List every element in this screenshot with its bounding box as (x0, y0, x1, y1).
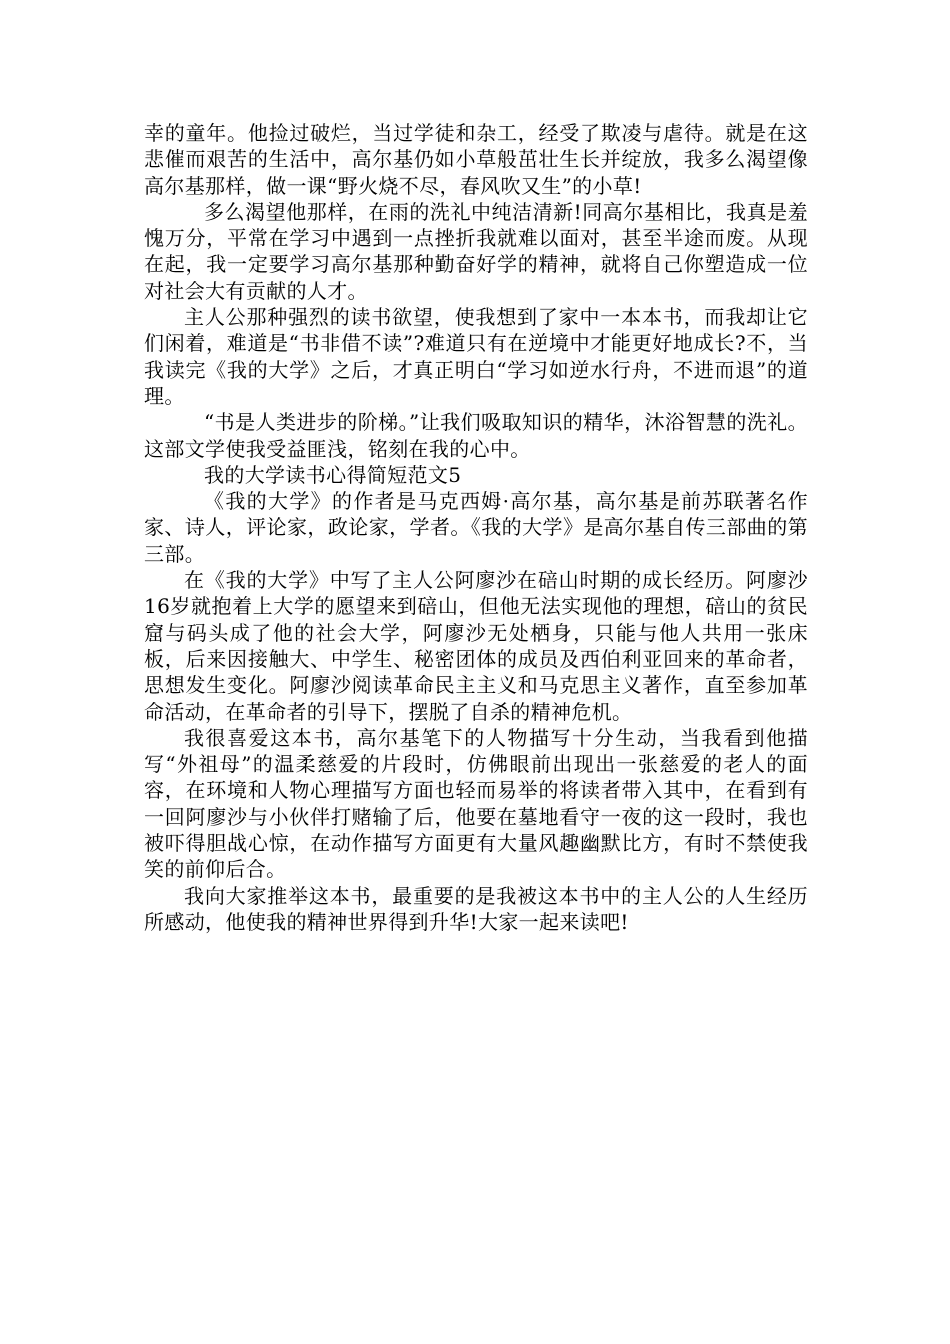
paragraph-7: 我很喜爱这本书，高尔基笔下的人物描写十分生动，当我看到他描写“外祖母”的温柔慈爱的片段时，仿佛眼前出现出一张慈爱的老人的面容，在环境和人物心理描写方面也轻而易举的将读者带入其中，在看到有一回阿廖沙与小伙伴打赌输了后，他要在墓地看守一夜的这一段时，我也被吓得胆战心惊，在动作描写方面更有大量风趣幽默比方，有时不禁使我笑的前仰后合。 (144, 725, 808, 882)
paragraph-1: 幸的童年。他捡过破烂，当过学徒和杂工，经受了欺凌与虐待。就是在这悲催而艰苦的生活中，高尔基仍如小草般茁壮生长并绽放，我多么渴望像高尔基那样，做一课“野火烧不尽，春风吹又生”的小草! (144, 121, 808, 198)
section-heading: 我的大学读书心得简短范文5 (204, 462, 462, 487)
paragraph-8: 我向大家推举这本书，最重要的是我被这本书中的主人公的人生经历所感动，他使我的精神世界得到升华!大家一起来读吧! (144, 883, 808, 934)
paragraph-4: “书是人类进步的阶梯。”让我们吸取知识的精华，沐浴智慧的洗礼。这部文学使我受益匪浅，铭刻在我的心中。 (144, 410, 808, 461)
paragraph-3: 主人公那种强烈的读书欲望，使我想到了家中一本本书，而我却让它们闲着，难道是“书非借不读”?难道只有在逆境中才能更好地成长?不，当我读完《我的大学》之后，才真正明白“学习如逆水行舟，不进而退”的道理。 (144, 305, 808, 408)
paragraph-5: 《我的大学》的作者是马克西姆·高尔基，高尔基是前苏联著名作家、诗人，评论家，政论家，学者。《我的大学》是高尔基自传三部曲的第三部。 (144, 489, 808, 566)
paragraph-2: 多么渴望他那样，在雨的洗礼中纯洁清新!同高尔基相比，我真是羞愧万分，平常在学习中遇到一点挫折我就难以面对，甚至半途而废。从现在起，我一定要学习高尔基那种勤奋好学的精神，就将自己你塑造成一位对社会大有贡献的人才。 (144, 199, 808, 303)
document-body (144, 120, 808, 935)
paragraph-6: 在《我的大学》中写了主人公阿廖沙在碚山时期的成长经历。阿廖沙16岁就抱着上大学的愿望来到碚山，但他无法实现他的理想，碚山的贫民窟与码头成了他的社会大学，阿廖沙无处栖身，只能与他人共用一张床板，后来因接触大、中学生、秘密团体的成员及西伯利亚回来的革命者，思想发生变化。阿廖沙阅读革命民主主义和马克思主义著作，直至参加革命活动，在革命者的引导下，摆脱了自杀的精神危机。 (144, 568, 808, 724)
